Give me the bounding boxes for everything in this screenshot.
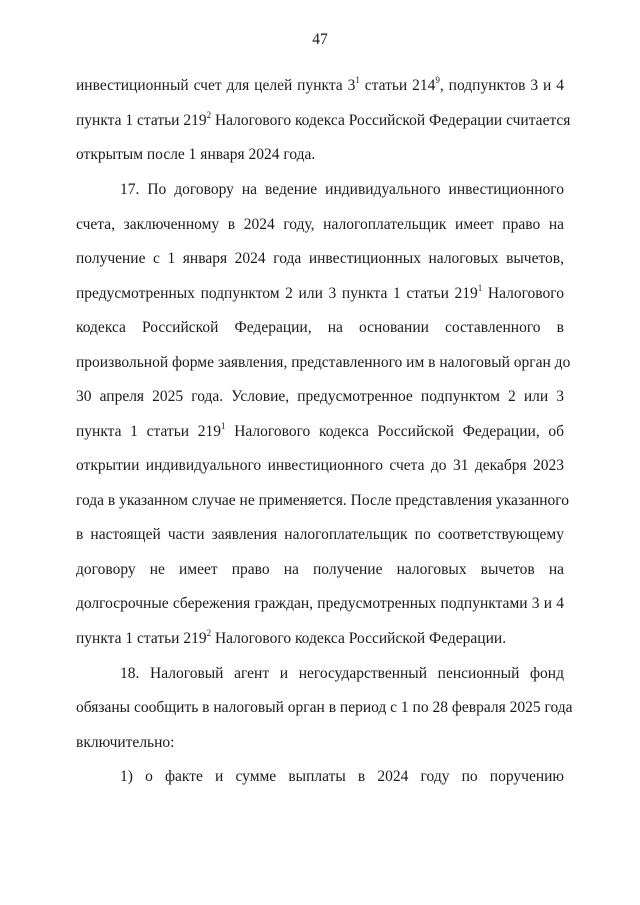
text-line: в настоящей части заявления налогоплательщик по соответствующему (76, 526, 564, 543)
text-line: пункта 1 статьи $219^2$ Налогового кодекса Российской Федерации. (76, 628, 507, 647)
text-line: инвестиционный счет для целей пункта $3^1$ статьи $214^9$, подпунктов 3 и 4 (76, 75, 564, 94)
list-item-1-start: 1) о факте и сумме выплаты в 2024 году по поручению (120, 768, 564, 785)
page-number: 47 (312, 31, 328, 48)
text-line: счета, заключенному в 2024 году, налогоплательщик имеет право на (76, 216, 564, 233)
paragraph-18-start: 18. Налоговый агент и негосударственный пенсионный фонд (120, 665, 564, 682)
text-line: долгосрочные сбережения граждан, предусмотренных подпунктами 3 и 4 (76, 595, 564, 612)
text-line: года в указанном случае не применяется. После представления указанного (76, 492, 570, 509)
text-line: получение с 1 января 2024 года инвестиционных налоговых вычетов, (76, 250, 564, 267)
text-line: обязаны сообщить в налоговый орган в период с 1 по 28 февраля 2025 года (76, 699, 573, 716)
text-line: предусмотренных подпунктом 2 или 3 пункта 1 статьи $219^1$ Налогового (76, 283, 564, 302)
text-line: договору не имеет право на получение налоговых вычетов на (76, 561, 564, 578)
text-line: произвольной форме заявления, представленного им в налоговый орган до (76, 354, 571, 371)
text-line: открытии индивидуального инвестиционного счета до 31 декабря 2023 (76, 457, 564, 474)
text-line: кодекса Российской Федерации, на основании составленного в (76, 319, 564, 336)
text-line: 30 апреля 2025 года. Условие, предусмотренное подпунктом 2 или 3 (76, 388, 564, 405)
paragraph-17-start: 17. По договору на ведение индивидуального инвестиционного (120, 181, 564, 198)
text-line: открытым после 1 января 2024 года. (76, 146, 316, 163)
text-line: включительно: (76, 734, 175, 751)
text-line: пункта 1 статьи $219^1$ Налогового кодекса Российской Федерации, об (76, 421, 565, 440)
text-line: пункта 1 статьи $219^2$ Налогового кодекса Российской Федерации считается (76, 110, 571, 129)
